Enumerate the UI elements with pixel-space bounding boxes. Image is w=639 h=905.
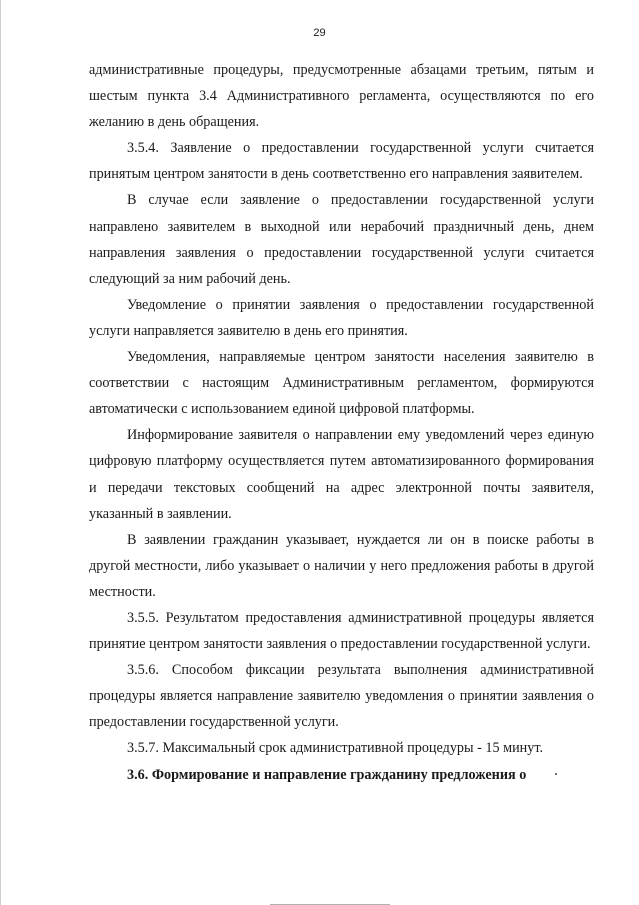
scan-artifact-dot xyxy=(555,773,557,775)
paragraph-3-5-4: 3.5.4. Заявление о предоставлении государственной услуги считается принятым центром занятости в день соответственно его направления заявителем. xyxy=(89,140,594,183)
paragraph-3-5-5: 3.5.5. Результатом предоставления административной процедуры является принятие центром занятости заявления о предоставлении государственной услуги. xyxy=(89,609,594,653)
paragraph-weekend-submission: В случае если заявление о предоставлении государственной услуги направлено заявителем в выходной или нерабочий праздничный день, днем направления заявления о предоставлении государственной услуги считается следующий за ним рабочий день. xyxy=(89,192,594,287)
document-body xyxy=(89,57,594,788)
section-heading-3-6: 3.6. Формирование и направление гражданину предложения о xyxy=(127,766,527,783)
page-number: 29 xyxy=(313,27,326,39)
paragraph-continuation: административные процедуры, предусмотренные абзацами третьим, пятым и шестым пункта 3.4 Административного регламента, осуществляются по его желанию в день обращения. xyxy=(89,62,594,131)
paragraph-3-5-7: 3.5.7. Максимальный срок административной процедуры - 15 минут. xyxy=(127,740,544,757)
paragraph-notifications: Уведомления, направляемые центром занятости населения заявителю в соответствии с настоящим Административным регламентом, формируются автоматически с использованием единой цифровой платформы. xyxy=(89,349,594,418)
paragraph-3-5-6: 3.5.6. Способом фиксации результата выполнения административной процедуры является направление заявителю уведомления о принятии заявления о предоставлении государственной услуги. xyxy=(89,662,594,731)
scan-left-edge xyxy=(0,0,1,905)
paragraph-informing: Информирование заявителя о направлении ему уведомлений через единую цифровую платформу осуществляется путем автоматизированного формирования и передачи текстовых сообщений на адрес электронной почты заявителя, указанный в заявлении. xyxy=(89,427,594,522)
paragraph-job-search-location: В заявлении гражданин указывает, нуждается ли он в поиске работы в другой местности, либо указывает о наличии у него предложения работы в другой местности. xyxy=(89,531,594,600)
paragraph-acceptance-notice: Уведомление о принятии заявления о предоставлении государственной услуги направляется заявителю в день его принятия. xyxy=(89,296,594,339)
